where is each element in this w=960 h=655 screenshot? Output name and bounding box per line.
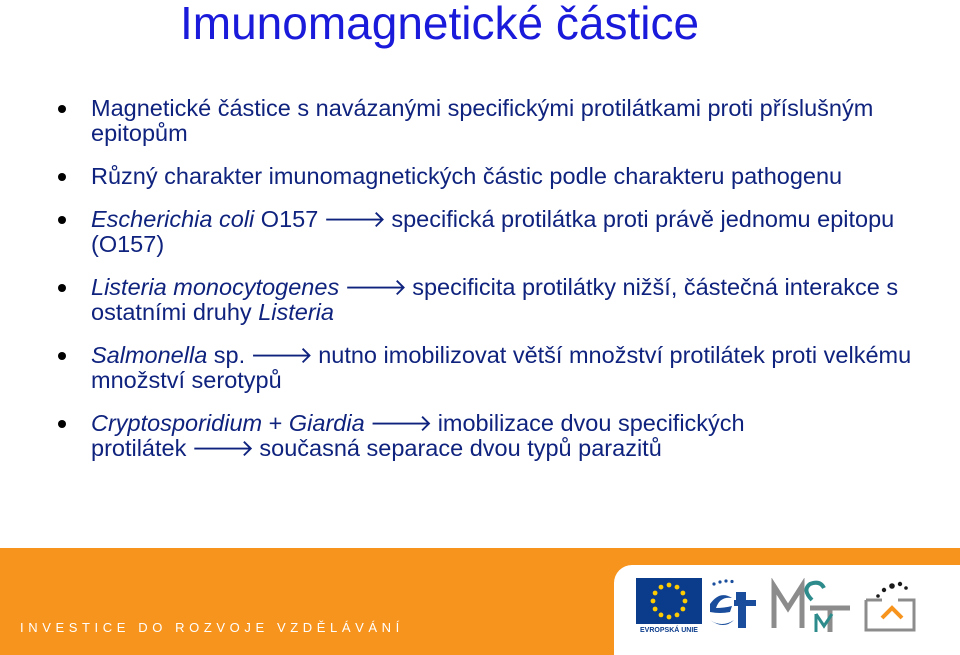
organism-name: Giardia xyxy=(288,410,365,436)
right-arrow-icon: 🡒 xyxy=(344,274,408,300)
list-item: Listeria monocytogenes 🡒 specificita protilátky nižší, částečná interakce s ostatními druhy Listeria xyxy=(58,275,938,325)
bullet-dot-icon xyxy=(58,352,66,360)
organism-name: Salmonella xyxy=(91,342,208,368)
esf-logo-icon xyxy=(706,578,766,634)
list-item: Různý charakter imunomagnetických částic podle charakteru pathogenu xyxy=(58,164,938,189)
list-item: Salmonella sp. 🡒 nutno imobilizovat větší množství protilátek proti velkému množství serotypů xyxy=(58,343,938,393)
list-item: Cryptosporidium + Giardia 🡒 imobilizace dvou specifických protilátek 🡒 současná separace dvou typů parazitů xyxy=(58,411,938,461)
organism-name: Escherichia coli xyxy=(91,206,255,232)
bullet-dot-icon xyxy=(58,284,66,292)
right-arrow-icon: 🡒 xyxy=(369,410,433,436)
bullet-dot-icon xyxy=(58,420,66,428)
eu-label: EVROPSKÁ UNIE xyxy=(640,627,698,634)
bullet-dot-icon xyxy=(58,216,66,224)
right-arrow-icon: 🡒 xyxy=(250,342,314,368)
list-item: Escherichia coli O157 🡒 specifická protilátka proti právě jednomu epitopu (O157) xyxy=(58,207,938,257)
bullet-dot-icon xyxy=(58,105,66,113)
list-item: Magnetické částice s navázanými specifickými protilátkami proti příslušným epitopům xyxy=(58,96,938,146)
organism-name: Listeria xyxy=(258,299,334,325)
page-title: Imunomagnetické částice xyxy=(180,0,700,49)
bullet-dot-icon xyxy=(58,173,66,181)
operational-program-logo-icon xyxy=(862,578,918,634)
footer-slogan: INVESTICE DO ROZVOJE VZDĚLÁVÁNÍ xyxy=(20,620,404,635)
bullet-list xyxy=(58,96,938,461)
right-arrow-icon: 🡒 xyxy=(191,435,255,461)
organism-name: Listeria monocytogenes xyxy=(91,274,340,300)
organism-name: Cryptosporidium xyxy=(91,410,263,436)
eu-flag-icon xyxy=(636,578,702,624)
msmt-logo-icon xyxy=(770,578,856,634)
right-arrow-icon: 🡒 xyxy=(323,206,387,232)
